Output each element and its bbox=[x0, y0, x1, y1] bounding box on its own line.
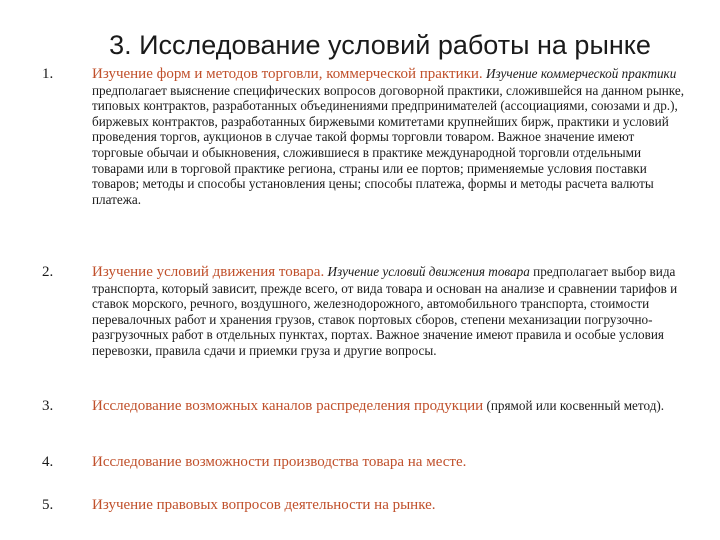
item-text-3: (прямой или косвенный метод). bbox=[486, 398, 665, 413]
item-number-1: 1. bbox=[42, 66, 54, 82]
item-lead-1: Изучение коммерческой практики bbox=[485, 66, 677, 81]
item-number-3: 3. bbox=[42, 398, 54, 414]
item-number-2: 2. bbox=[42, 264, 54, 280]
list-item bbox=[92, 454, 686, 471]
item-heading-4: Исследование возможности производства товара на месте. bbox=[92, 454, 467, 470]
item-heading-3: Исследование возможных каналов распределения продукции bbox=[92, 398, 484, 414]
item-number-4: 4. bbox=[42, 454, 54, 470]
list-item bbox=[92, 497, 686, 514]
slide-title: 3. Исследование условий работы на рынке bbox=[109, 30, 651, 60]
list-item bbox=[92, 66, 686, 207]
item-heading-5: Изучение правовых вопросов деятельности на рынке. bbox=[92, 497, 436, 513]
item-number-5: 5. bbox=[42, 497, 54, 513]
item-lead-2: Изучение условий движения товара bbox=[327, 264, 530, 279]
list-item bbox=[92, 264, 686, 359]
item-heading-1: Изучение форм и методов торговли, коммерческой практики. bbox=[92, 66, 483, 82]
item-heading-2: Изучение условий движения товара. bbox=[92, 264, 325, 280]
list-item bbox=[92, 398, 686, 415]
item-text-1: предполагает выяснение специфических вопросов договорной практики, сложившейся на данном рынке, типовых контрактов, разработанных объединениями предпринимателей (ассоциациями, союзами и др.), биржевых контрактов, разработанных биржевыми комитетами крупнейших бирж, практики и условий проведения торгов, аукционов в случае такой формы торговли товаром. Важное значение имеют торговые обычаи и обыкновения, сложившиеся в практике международной торговли отдельными товарами или в торговой практике региона, страны или ее портов; применяемые условия поставки товаров; методы и способы установления цены; способы платежа, формы и методы расчета валюты платежа. bbox=[92, 82, 684, 207]
item-text-2: предполагает выбор вида транспорта, который зависит, прежде всего, от вида товара и основан на анализе и сравнении тарифов и ставок морского, речного, воздушного, железнодорожного, автомобильного транспорта, стоимости перевалочных работ и хранения грузов, ставок портовых сборов, степени механизации погрузочно-разгрузочных работ в отдельных пунктах, портах. Важное значение имеют правила и особые условия перевозки, правила сдачи и приемки груза и другие вопросы. bbox=[92, 264, 678, 358]
